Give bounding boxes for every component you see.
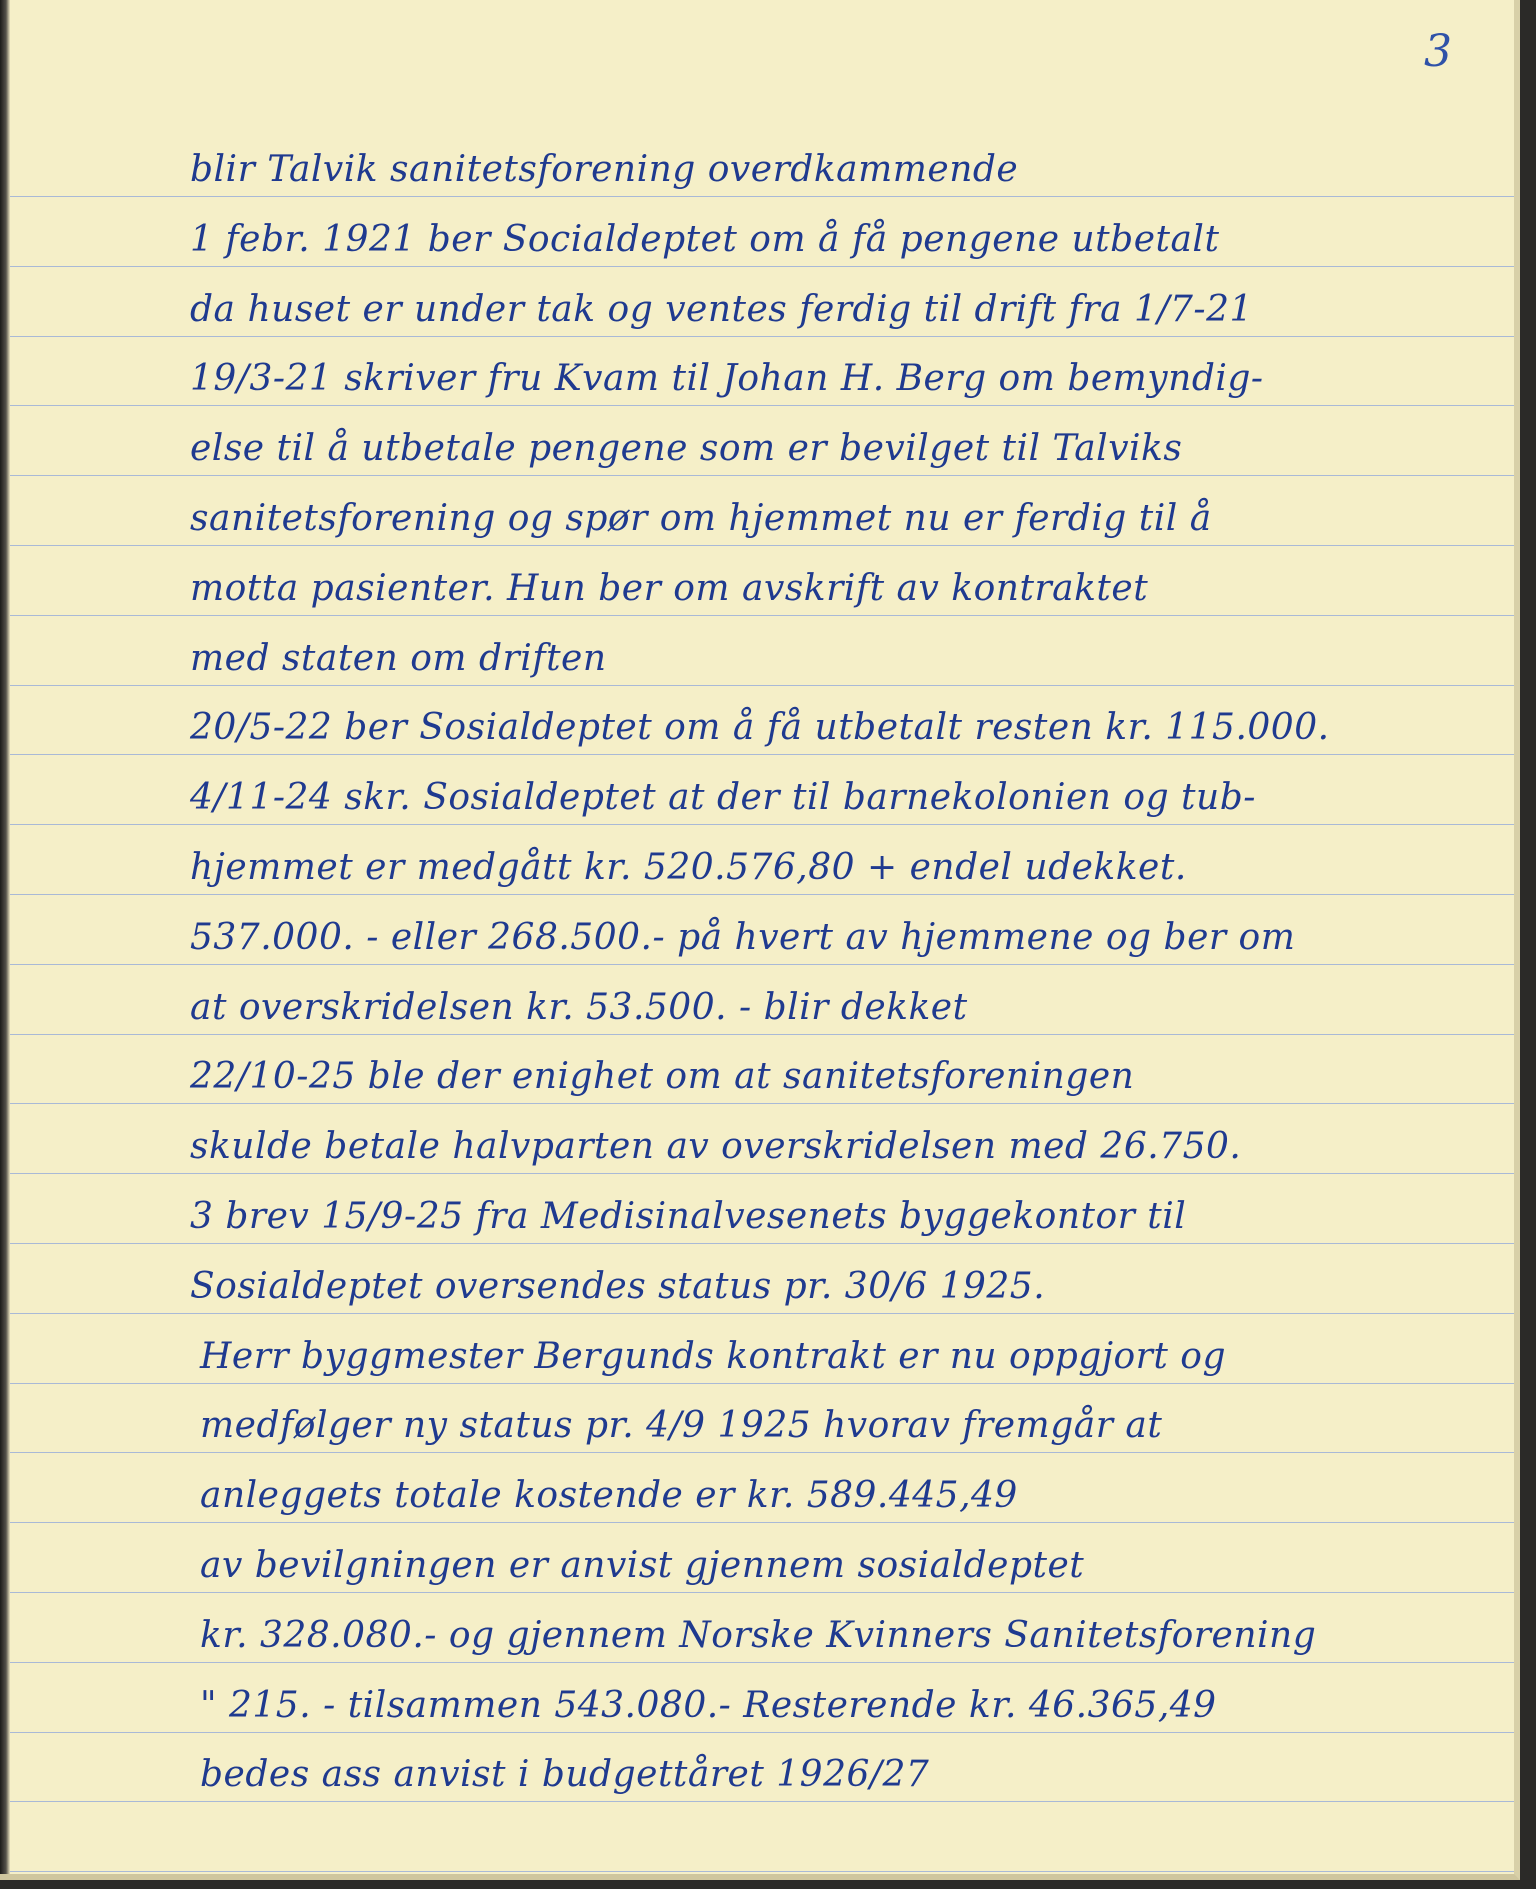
ruled-line	[10, 1383, 1514, 1384]
page-number: 3	[1424, 26, 1452, 77]
ruled-line	[10, 1243, 1514, 1244]
text-line: 20/5-22 ber Sosialdeptet om å få utbetalt resten kr. 115.000.	[190, 707, 1330, 749]
ruled-line	[10, 1522, 1514, 1523]
text-line: 19/3-21 skriver fru Kvam til Johan H. Berg om bemyndig-	[190, 358, 1264, 400]
text-line: 1 febr. 1921 ber Socialdeptet om å få pengene utbetalt	[190, 218, 1220, 260]
ruled-line	[10, 615, 1514, 616]
ruled-line	[10, 1871, 1514, 1872]
ruled-line	[10, 824, 1514, 825]
text-line: med staten om driften	[190, 637, 607, 679]
text-line: medfølger ny status pr. 4/9 1925 hvorav fremgår at	[200, 1405, 1163, 1447]
ruled-line	[10, 336, 1514, 337]
text-line: 3 brev 15/9-25 fra Medisinalvesenets byggekontor til	[190, 1196, 1187, 1237]
text-line: 4/11-24 skr. Sosialdeptet at der til barnekolonien og tub-	[190, 777, 1256, 819]
ruled-line	[10, 1034, 1514, 1035]
text-line: av bevilgningen er anvist gjennem sosialdeptet	[200, 1545, 1085, 1586]
ruled-line	[10, 405, 1514, 406]
text-line: blir Talvik sanitetsforening overdkammende	[190, 149, 1019, 190]
ruled-line	[10, 196, 1514, 197]
ruled-line	[10, 754, 1514, 755]
text-line: da huset er under tak og ventes ferdig til drift fra 1/7-21	[190, 288, 1253, 330]
ruled-line	[10, 1592, 1514, 1593]
ruled-line	[10, 475, 1514, 476]
text-line: Herr byggmester Bergunds kontrakt er nu oppgjort og	[200, 1335, 1227, 1377]
ruled-line	[10, 1452, 1514, 1453]
text-line: else til å utbetale pengene som er bevilget til Talviks	[190, 428, 1183, 470]
text-line: skulde betale halvparten av overskridelsen med 26.750.	[190, 1126, 1242, 1168]
notebook-binding	[0, 0, 10, 1874]
text-line: Sosialdeptet oversendes status pr. 30/6 1925.	[190, 1265, 1046, 1307]
text-line: kr. 328.080.- og gjennem Norske Kvinners Sanitetsforening	[200, 1614, 1317, 1656]
text-line: bedes ass anvist i budgettåret 1926/27	[200, 1754, 930, 1796]
ruled-line	[10, 1313, 1514, 1314]
ruled-line	[10, 1103, 1514, 1104]
ruled-line	[10, 894, 1514, 895]
text-line: motta pasienter. Hun ber om avskrift av kontraktet	[190, 567, 1149, 609]
text-line: sanitetsforening og spør om hjemmet nu er ferdig til å	[190, 498, 1212, 539]
ruled-line	[10, 1173, 1514, 1174]
ruled-line	[10, 1801, 1514, 1802]
ruled-line	[10, 685, 1514, 686]
text-line: at overskridelsen kr. 53.500. - blir dekket	[190, 986, 968, 1028]
ruled-line	[10, 545, 1514, 546]
text-line: anleggets totale kostende er kr. 589.445,49	[200, 1475, 1018, 1517]
ruled-line	[10, 964, 1514, 965]
text-line: 537.000. - eller 268.500.- på hvert av hjemmene og ber om	[190, 916, 1296, 958]
ruled-line	[10, 1662, 1514, 1663]
text-line: " 215. - tilsammen 543.080.- Resterende kr. 46.365,49	[200, 1684, 1217, 1726]
ruled-line	[10, 1732, 1514, 1733]
text-line: 22/10-25 ble der enighet om at sanitetsforeningen	[190, 1056, 1135, 1098]
text-line: hjemmet er medgått kr. 520.576,80 + endel udekket.	[190, 847, 1187, 888]
ruled-line	[10, 266, 1514, 267]
